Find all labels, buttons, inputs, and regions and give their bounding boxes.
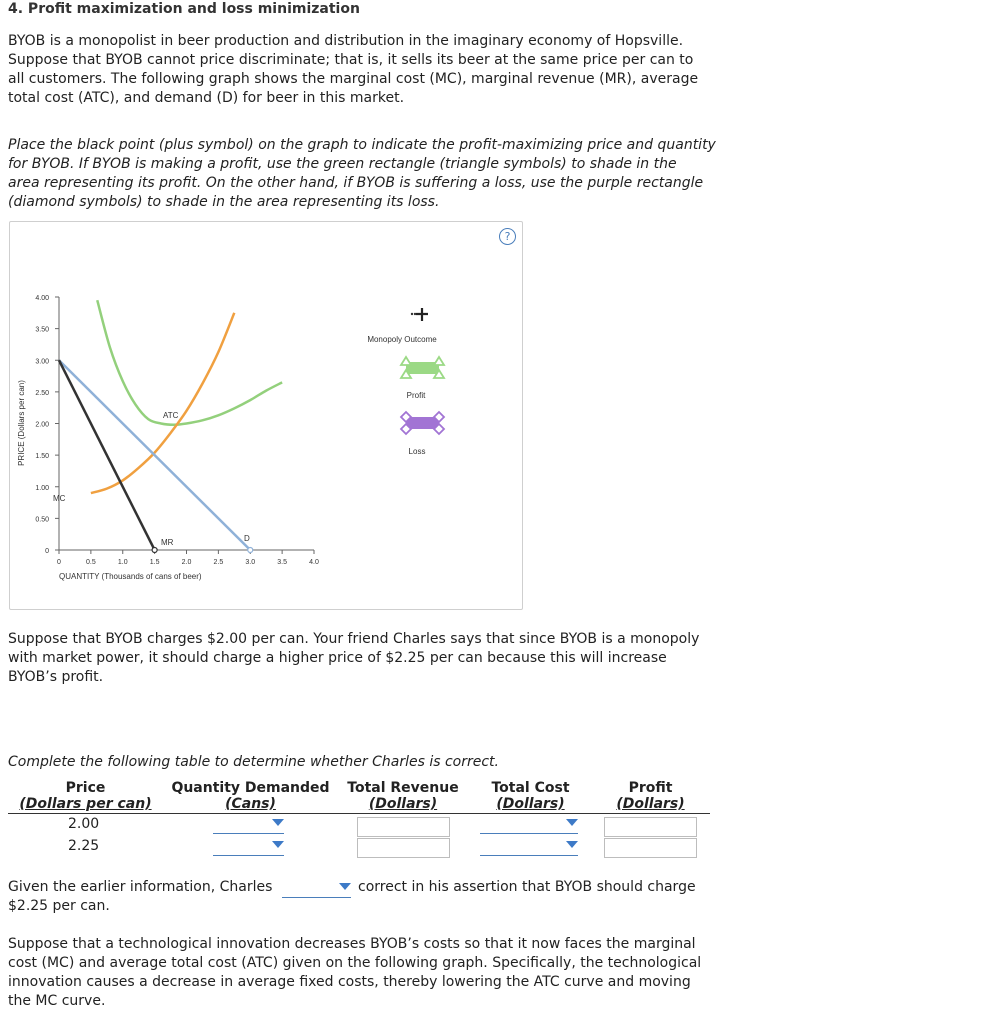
header-label: Total Cost xyxy=(491,780,570,796)
instruction-line: (diamond symbols) to shade in the area representing its loss. xyxy=(8,194,440,210)
scenario-paragraph xyxy=(8,630,738,687)
triangle-icon xyxy=(401,357,411,365)
total-cost-dropdown-row1[interactable] xyxy=(480,816,578,834)
header-label: Price xyxy=(65,780,106,796)
table-prompt: Complete the following table to determine whether Charles is correct. xyxy=(8,754,499,770)
y-tick-label: 2.00 xyxy=(35,421,49,429)
final-line: innovation causes a decrease in average fixed costs, thereby lowering the ATC curve and moving xyxy=(8,974,691,990)
x-tick-label: 0 xyxy=(57,559,61,566)
instruction-line: Place the black point (plus symbol) on the graph to indicate the profit-maximizing price and quantity xyxy=(8,137,716,153)
total-cost-dropdown-row2[interactable] xyxy=(480,838,578,856)
monopoly-graph[interactable] xyxy=(10,222,522,609)
chevron-down-icon xyxy=(339,883,351,890)
total-revenue-input-row2[interactable] xyxy=(357,838,450,858)
intro-line: total cost (ATC), and demand (D) for beer in this market. xyxy=(8,90,405,106)
triangle-icon xyxy=(434,357,444,365)
loss-rectangle-tool[interactable] xyxy=(401,412,444,434)
header-unit: (Dollars per can) xyxy=(19,796,152,812)
header-label: Total Revenue xyxy=(347,780,459,796)
scenario-line: Suppose that BYOB charges $2.00 per can. Your friend Charles says that since BYOB is a monopoly xyxy=(8,631,700,647)
y-tick-label: 1.50 xyxy=(35,453,49,461)
x-tick-label: 1.0 xyxy=(117,559,128,566)
loss-label: Loss xyxy=(408,447,426,456)
intro-line: BYOB is a monopolist in beer production and distribution in the imaginary economy of Hopsville. xyxy=(8,33,684,49)
profit-rectangle-tool[interactable] xyxy=(401,357,444,378)
y-tick-label: 3.00 xyxy=(35,358,49,366)
intro-paragraph xyxy=(8,32,738,108)
header-total-revenue xyxy=(343,780,463,812)
intro-line: all customers. The following graph shows the marginal cost (MC), marginal revenue (MR), average xyxy=(8,71,699,87)
price-cell: 2.25 xyxy=(68,838,100,854)
x-tick-label: 3.5 xyxy=(277,559,287,566)
x-tick-label: 3.0 xyxy=(245,559,256,566)
d-label: D xyxy=(244,534,250,543)
chevron-down-icon xyxy=(272,841,284,848)
y-tick-label: 0.50 xyxy=(35,516,49,524)
header-unit: (Dollars) xyxy=(616,796,685,812)
final-line: Suppose that a technological innovation decreases BYOB’s costs so that it now faces the marginal xyxy=(8,936,696,952)
header-profit xyxy=(603,780,698,812)
conclusion-after: correct in his assertion that BYOB should charge xyxy=(358,879,696,895)
header-unit: (Cans) xyxy=(225,796,276,812)
intro-line: Suppose that BYOB cannot price discriminate; that is, it sells its beer at the same price per can to xyxy=(8,52,694,68)
mr-label: MR xyxy=(161,538,174,547)
chevron-down-icon xyxy=(566,841,578,848)
loss-swatch xyxy=(406,417,439,429)
scenario-line: BYOB’s profit. xyxy=(8,669,104,685)
header-label: Quantity Demanded xyxy=(171,780,330,796)
chevron-down-icon xyxy=(272,819,284,826)
small-dot-icon xyxy=(414,313,416,315)
y-tick-label: 4.00 xyxy=(35,295,49,302)
y-tick-label: 3.50 xyxy=(35,326,49,334)
question-title: 4. Profit maximization and loss minimization xyxy=(8,1,360,17)
scenario-line: with market power, it should charge a higher price of $2.25 per can because this will increase xyxy=(8,650,667,666)
small-dot-icon xyxy=(411,313,413,315)
header-unit: (Dollars) xyxy=(496,796,565,812)
plus-icon xyxy=(416,308,428,321)
profit-input-row1[interactable] xyxy=(604,817,697,837)
header-quantity xyxy=(168,780,333,812)
x-tick-label: 0.5 xyxy=(86,559,96,566)
graph-panel xyxy=(9,221,523,610)
header-price xyxy=(8,780,163,812)
x-tick-label: 2.0 xyxy=(181,559,192,566)
instruction-line: area representing its profit. On the other hand, if BYOB is suffering a loss, use the purple rectangle xyxy=(8,175,704,191)
question-mark-icon[interactable]: ? xyxy=(499,228,516,245)
mr-curve xyxy=(59,360,155,550)
x-tick-label: 4.0 xyxy=(309,559,319,566)
y-axis-label: PRICE (Dollars per can) xyxy=(17,380,26,466)
y-tick-label: 0 xyxy=(45,548,49,555)
header-label: Profit xyxy=(628,780,673,796)
mr-endpoint-marker xyxy=(152,548,157,553)
conclusion-line2: $2.25 per can. xyxy=(8,898,110,914)
atc-label: ATC xyxy=(163,411,179,420)
x-tick-label: 2.5 xyxy=(213,559,224,566)
quantity-dropdown-row1[interactable] xyxy=(213,816,284,834)
header-divider xyxy=(8,813,710,814)
revenue-cost-table xyxy=(8,780,713,860)
profit-input-row2[interactable] xyxy=(604,838,697,858)
y-tick-label: 1.00 xyxy=(35,484,49,492)
total-revenue-input-row1[interactable] xyxy=(357,817,450,837)
header-unit: (Dollars) xyxy=(368,796,438,812)
x-tick-label: 1.5 xyxy=(149,559,160,566)
price-cell: 2.00 xyxy=(68,816,100,832)
instruction-paragraph xyxy=(8,136,738,212)
profit-label: Profit xyxy=(406,391,426,400)
monopoly-outcome-tool[interactable] xyxy=(411,308,428,321)
x-axis-label: QUANTITY (Thousands of cans of beer) xyxy=(59,572,202,581)
monopoly-outcome-label: Monopoly Outcome xyxy=(367,335,437,344)
instruction-line: for BYOB. If BYOB is making a profit, use the green rectangle (triangle symbols) to shade in the xyxy=(8,156,677,172)
y-tick-label: 2.50 xyxy=(35,389,49,397)
demand-curve xyxy=(59,360,250,550)
demand-endpoint-marker xyxy=(248,548,253,553)
quantity-dropdown-row2[interactable] xyxy=(213,838,284,856)
final-line: the MC curve. xyxy=(8,993,106,1009)
chevron-down-icon xyxy=(566,819,578,826)
mc-label: MC xyxy=(53,494,66,503)
header-total-cost xyxy=(478,780,583,812)
charles-correct-dropdown[interactable] xyxy=(282,880,351,898)
final-paragraph xyxy=(8,935,738,1011)
conclusion-before: Given the earlier information, Charles xyxy=(8,879,273,895)
final-line: cost (MC) and average total cost (ATC) given on the following graph. Specifically, the technological xyxy=(8,955,702,971)
